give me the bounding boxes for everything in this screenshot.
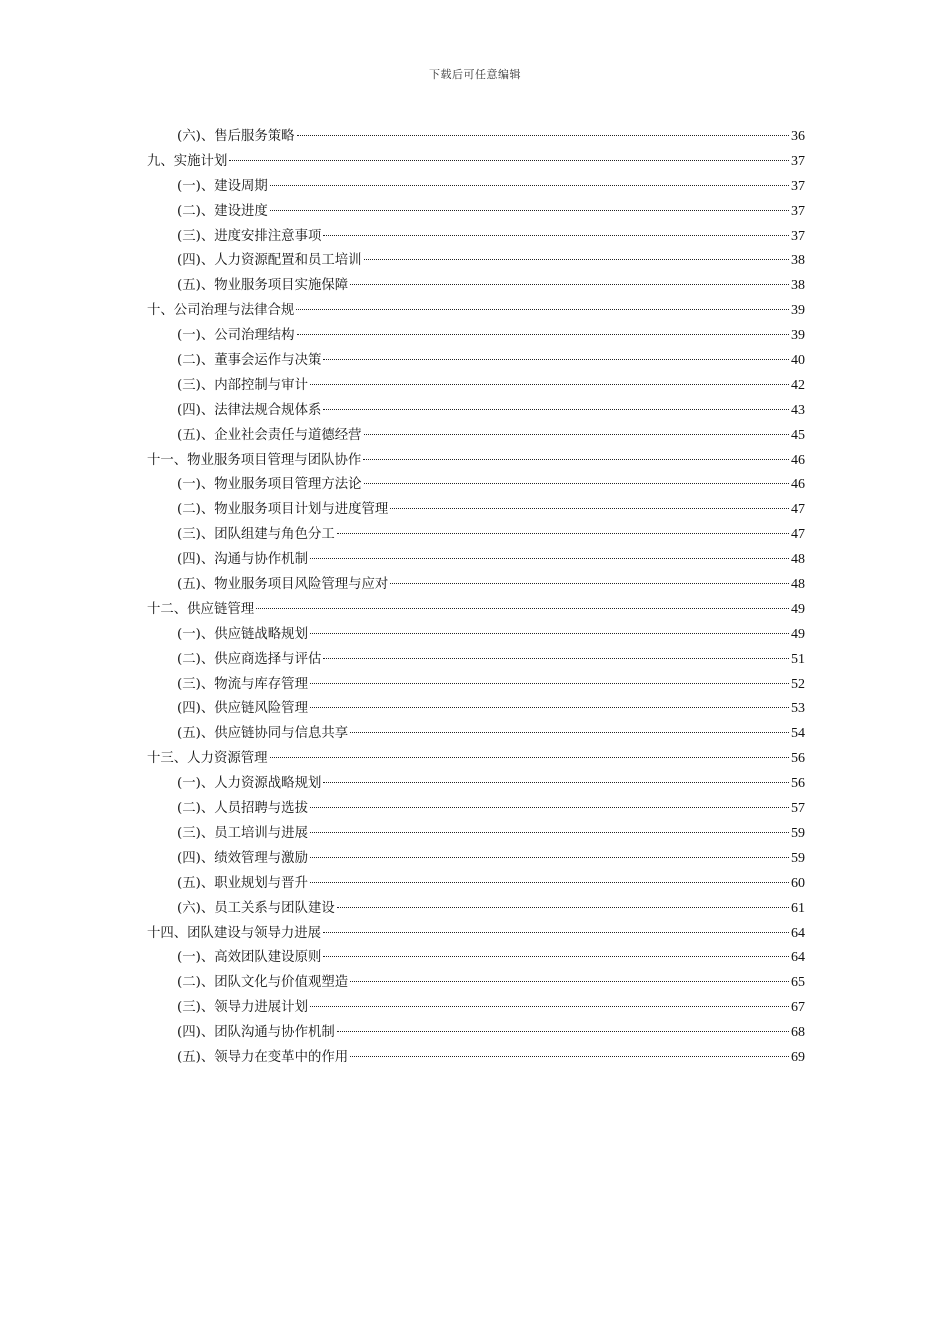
toc-section-entry[interactable]	[147, 1021, 805, 1046]
toc-entry-page-number: 48	[791, 577, 805, 593]
toc-entry-title: (三)、进度安排注意事项	[177, 228, 322, 244]
toc-section-entry[interactable]	[147, 523, 805, 548]
toc-section-entry[interactable]	[147, 573, 805, 598]
toc-chapter-entry[interactable]	[147, 747, 805, 772]
toc-section-entry[interactable]	[147, 498, 805, 523]
toc-entry-title: (四)、供应链风险管理	[177, 701, 308, 717]
toc-section-entry[interactable]	[147, 946, 805, 971]
toc-entry-page-number: 39	[791, 328, 805, 344]
toc-dot-leader	[337, 1031, 789, 1032]
toc-entry-title: (四)、人力资源配置和员工培训	[177, 253, 362, 269]
toc-chapter-entry[interactable]	[147, 299, 805, 324]
toc-section-entry[interactable]	[147, 847, 805, 872]
toc-entry-title: (一)、公司治理结构	[177, 328, 295, 344]
toc-entry-title: (三)、员工培训与进展	[177, 825, 308, 841]
toc-entry-title: (二)、团队文化与价值观塑造	[177, 975, 349, 991]
toc-entry-title: (二)、物业服务项目计划与进度管理	[177, 502, 389, 518]
toc-entry-page-number: 56	[791, 751, 805, 767]
toc-entry-page-number: 68	[791, 1025, 805, 1041]
toc-entry-page-number: 64	[791, 950, 805, 966]
toc-entry-page-number: 48	[791, 552, 805, 568]
toc-dot-leader	[363, 459, 789, 460]
toc-dot-leader	[323, 235, 789, 236]
toc-entry-title: (二)、董事会运作与决策	[177, 353, 322, 369]
toc-entry-title: (二)、供应商选择与评估	[177, 651, 322, 667]
toc-section-entry[interactable]	[147, 399, 805, 424]
toc-entry-page-number: 49	[791, 626, 805, 642]
toc-dot-leader	[310, 882, 789, 883]
toc-entry-page-number: 64	[791, 925, 805, 941]
toc-dot-leader	[310, 683, 789, 684]
toc-section-entry[interactable]	[147, 996, 805, 1021]
toc-entry-title: (四)、绩效管理与激励	[177, 850, 308, 866]
toc-dot-leader	[310, 807, 789, 808]
toc-dot-leader	[310, 384, 789, 385]
toc-dot-leader	[350, 981, 789, 982]
toc-entry-title: (一)、高效团队建设原则	[177, 950, 322, 966]
toc-entry-page-number: 37	[791, 178, 805, 194]
toc-chapter-entry[interactable]	[147, 598, 805, 623]
toc-entry-page-number: 52	[791, 676, 805, 692]
toc-section-entry[interactable]	[147, 324, 805, 349]
toc-entry-title: (三)、内部控制与审计	[177, 377, 308, 393]
toc-entry-title: (五)、物业服务项目实施保障	[177, 278, 349, 294]
toc-entry-page-number: 38	[791, 253, 805, 269]
toc-dot-leader	[390, 583, 789, 584]
toc-entry-title: (三)、领导力进展计划	[177, 1000, 308, 1016]
toc-entry-title: 九、实施计划	[147, 153, 228, 169]
toc-section-entry[interactable]	[147, 623, 805, 648]
toc-section-entry[interactable]	[147, 274, 805, 299]
toc-dot-leader	[350, 732, 789, 733]
toc-entry-page-number: 49	[791, 601, 805, 617]
toc-entry-title: (三)、物流与库存管理	[177, 676, 308, 692]
toc-entry-title: (一)、人力资源战略规划	[177, 776, 322, 792]
toc-entry-page-number: 54	[791, 726, 805, 742]
toc-dot-leader	[297, 135, 789, 136]
toc-dot-leader	[296, 309, 789, 310]
toc-dot-leader	[364, 483, 789, 484]
toc-dot-leader	[310, 1006, 789, 1007]
toc-section-entry[interactable]	[147, 971, 805, 996]
toc-entry-page-number: 69	[791, 1049, 805, 1065]
toc-entry-page-number: 37	[791, 203, 805, 219]
toc-section-entry[interactable]	[147, 697, 805, 722]
toc-chapter-entry[interactable]	[147, 922, 805, 947]
toc-entry-title: (一)、供应链战略规划	[177, 626, 308, 642]
toc-entry-page-number: 43	[791, 402, 805, 418]
toc-entry-title: (三)、团队组建与角色分工	[177, 527, 335, 543]
toc-section-entry[interactable]	[147, 548, 805, 573]
toc-entry-title: 十四、团队建设与领导力进展	[147, 925, 322, 941]
toc-section-entry[interactable]	[147, 1046, 805, 1071]
toc-entry-page-number: 46	[791, 477, 805, 493]
toc-entry-title: 十三、人力资源管理	[147, 751, 268, 767]
toc-dot-leader	[310, 633, 789, 634]
toc-dot-leader	[270, 210, 789, 211]
toc-section-entry[interactable]	[147, 722, 805, 747]
toc-section-entry[interactable]	[147, 175, 805, 200]
toc-entry-title: (五)、领导力在变革中的作用	[177, 1049, 349, 1065]
toc-dot-leader	[270, 185, 789, 186]
toc-entry-page-number: 53	[791, 701, 805, 717]
toc-section-entry[interactable]	[147, 374, 805, 399]
toc-dot-leader	[256, 608, 789, 609]
toc-chapter-entry[interactable]	[147, 449, 805, 474]
toc-entry-page-number: 67	[791, 1000, 805, 1016]
toc-dot-leader	[323, 932, 789, 933]
toc-entry-title: (一)、物业服务项目管理方法论	[177, 477, 362, 493]
toc-dot-leader	[350, 1056, 789, 1057]
toc-entry-title: 十二、供应链管理	[147, 601, 255, 617]
toc-entry-title: (五)、企业社会责任与道德经营	[177, 427, 362, 443]
toc-dot-leader	[270, 757, 789, 758]
toc-section-entry[interactable]	[147, 797, 805, 822]
toc-entry-page-number: 59	[791, 850, 805, 866]
toc-entry-title: 十一、物业服务项目管理与团队协作	[147, 452, 362, 468]
toc-dot-leader	[390, 508, 789, 509]
toc-entry-page-number: 37	[791, 153, 805, 169]
toc-dot-leader	[350, 284, 789, 285]
toc-entry-title: (一)、建设周期	[177, 178, 268, 194]
toc-dot-leader	[310, 857, 789, 858]
toc-dot-leader	[337, 533, 789, 534]
toc-entry-title: (五)、职业规划与晋升	[177, 875, 308, 891]
toc-entry-title: (六)、售后服务策略	[177, 129, 295, 144]
toc-section-entry[interactable]	[147, 648, 805, 673]
toc-dot-leader	[310, 832, 789, 833]
toc-dot-leader	[310, 558, 789, 559]
toc-entry-page-number: 38	[791, 278, 805, 294]
toc-dot-leader	[323, 956, 789, 957]
toc-entry-page-number: 47	[791, 527, 805, 543]
toc-entry-page-number: 42	[791, 377, 805, 393]
toc-section-entry[interactable]	[147, 897, 805, 922]
toc-entry-title: (二)、人员招聘与选拔	[177, 801, 308, 817]
toc-entry-page-number: 45	[791, 427, 805, 443]
toc-entry-page-number: 40	[791, 353, 805, 369]
toc-entry-page-number: 46	[791, 452, 805, 468]
toc-section-entry[interactable]	[147, 249, 805, 274]
toc-entry-title: (二)、建设进度	[177, 203, 268, 219]
toc-dot-leader	[337, 907, 789, 908]
toc-entry-page-number: 65	[791, 975, 805, 991]
toc-entry-page-number: 36	[791, 129, 805, 144]
toc-chapter-entry[interactable]	[147, 150, 805, 175]
toc-entry-title: (四)、团队沟通与协作机制	[177, 1025, 335, 1041]
toc-dot-leader	[323, 782, 789, 783]
toc-section-entry[interactable]	[147, 125, 805, 150]
toc-entry-title: (五)、供应链协同与信息共享	[177, 726, 349, 742]
toc-section-entry[interactable]	[147, 424, 805, 449]
toc-dot-leader	[323, 359, 789, 360]
toc-entry-page-number: 56	[791, 776, 805, 792]
toc-section-entry[interactable]	[147, 822, 805, 847]
toc-entry-title: (六)、员工关系与团队建设	[177, 900, 335, 916]
toc-section-entry[interactable]	[147, 872, 805, 897]
toc-dot-leader	[364, 259, 789, 260]
toc-entry-page-number: 37	[791, 228, 805, 244]
toc-dot-leader	[310, 707, 789, 708]
toc-dot-leader	[323, 409, 789, 410]
toc-entry-page-number: 51	[791, 651, 805, 667]
toc-entry-page-number: 57	[791, 801, 805, 817]
toc-section-entry[interactable]	[147, 473, 805, 498]
toc-entry-title: (四)、沟通与协作机制	[177, 552, 308, 568]
toc-section-entry[interactable]	[147, 673, 805, 698]
toc-section-entry[interactable]	[147, 772, 805, 797]
toc-entry-page-number: 39	[791, 303, 805, 319]
toc-section-entry[interactable]	[147, 200, 805, 225]
toc-dot-leader	[229, 160, 789, 161]
toc-entry-title: 十、公司治理与法律合规	[147, 303, 295, 319]
toc-entry-page-number: 59	[791, 825, 805, 841]
toc-entry-page-number: 47	[791, 502, 805, 518]
toc-dot-leader	[364, 434, 789, 435]
toc-dot-leader	[297, 334, 789, 335]
toc-entry-title: (五)、物业服务项目风险管理与应对	[177, 577, 389, 593]
toc-entry-title: (四)、法律法规合规体系	[177, 402, 322, 418]
toc-section-entry[interactable]	[147, 225, 805, 250]
toc-section-entry[interactable]	[147, 349, 805, 374]
toc-entry-page-number: 60	[791, 875, 805, 891]
page-header: 下载后可任意编辑	[429, 68, 521, 81]
toc-dot-leader	[323, 658, 789, 659]
table-of-contents	[147, 125, 805, 1071]
toc-entry-page-number: 61	[791, 900, 805, 916]
